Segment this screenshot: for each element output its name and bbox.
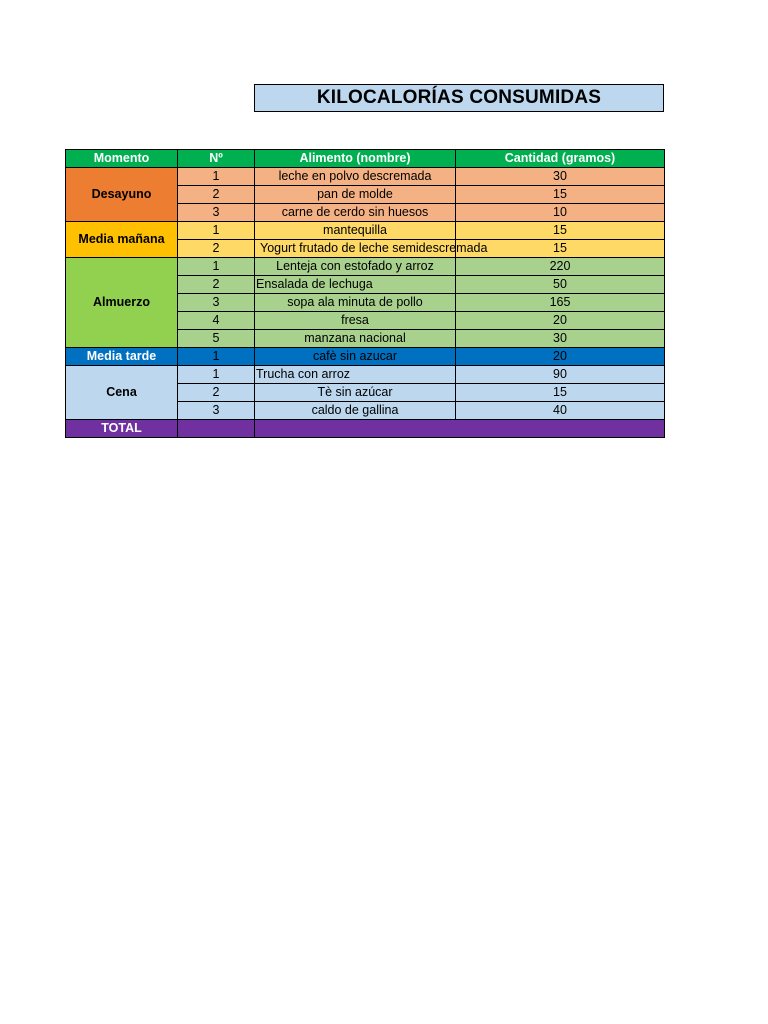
- row-alimento: Ensalada de lechuga: [255, 276, 456, 294]
- row-cantidad: 15: [456, 186, 665, 204]
- row-alimento: caldo de gallina: [255, 402, 456, 420]
- total-value-cell: [255, 420, 665, 438]
- row-cantidad: 90: [456, 366, 665, 384]
- row-num: 4: [178, 312, 255, 330]
- header-num: Nº: [178, 150, 255, 168]
- row-num: 2: [178, 186, 255, 204]
- row-cantidad: 15: [456, 240, 665, 258]
- table-row: [66, 348, 665, 366]
- row-cantidad: 50: [456, 276, 665, 294]
- header-cantidad: Cantidad (gramos): [456, 150, 665, 168]
- momento-media-tarde: Media tarde: [66, 348, 178, 366]
- row-alimento: sopa ala minuta de pollo: [255, 294, 456, 312]
- total-row: [66, 420, 665, 438]
- row-num: 1: [178, 366, 255, 384]
- row-num: 3: [178, 402, 255, 420]
- row-cantidad: 20: [456, 312, 665, 330]
- row-alimento: mantequilla: [255, 222, 456, 240]
- row-num: 2: [178, 384, 255, 402]
- momento-almuerzo: Almuerzo: [66, 258, 178, 348]
- momento-cena: Cena: [66, 366, 178, 420]
- row-num: 2: [178, 276, 255, 294]
- row-alimento: Yogurt frutado de leche semidescremada: [255, 240, 456, 258]
- row-num: 1: [178, 348, 255, 366]
- table-row: [66, 222, 665, 240]
- row-alimento: leche en polvo descremada: [255, 168, 456, 186]
- row-cantidad: 220: [456, 258, 665, 276]
- momento-desayuno: Desayuno: [66, 168, 178, 222]
- momento-media-manana: Media mañana: [66, 222, 178, 258]
- row-alimento: cafè sin azucar: [255, 348, 456, 366]
- row-alimento: Lenteja con estofado y arroz: [255, 258, 456, 276]
- row-num: 2: [178, 240, 255, 258]
- header-alimento: Alimento (nombre): [255, 150, 456, 168]
- header-momento: Momento: [66, 150, 178, 168]
- table-row: [66, 168, 665, 186]
- page-title: KILOCALORÍAS CONSUMIDAS: [254, 84, 664, 112]
- row-alimento: pan de molde: [255, 186, 456, 204]
- total-num-cell: [178, 420, 255, 438]
- row-alimento: Tè sin azúcar: [255, 384, 456, 402]
- row-cantidad: 30: [456, 168, 665, 186]
- row-alimento: carne de cerdo sin huesos: [255, 204, 456, 222]
- row-num: 1: [178, 222, 255, 240]
- table-row: [66, 366, 665, 384]
- total-label: TOTAL: [66, 420, 178, 438]
- row-num: 1: [178, 168, 255, 186]
- row-num: 5: [178, 330, 255, 348]
- row-num: 1: [178, 258, 255, 276]
- row-cantidad: 165: [456, 294, 665, 312]
- row-cantidad: 40: [456, 402, 665, 420]
- row-cantidad: 10: [456, 204, 665, 222]
- row-num: 3: [178, 204, 255, 222]
- row-alimento: fresa: [255, 312, 456, 330]
- kcal-table: [65, 149, 665, 438]
- table-row: [66, 258, 665, 276]
- header-row: [66, 150, 665, 168]
- row-cantidad: 20: [456, 348, 665, 366]
- row-cantidad: 15: [456, 384, 665, 402]
- row-num: 3: [178, 294, 255, 312]
- row-cantidad: 30: [456, 330, 665, 348]
- row-cantidad: 15: [456, 222, 665, 240]
- row-alimento: Trucha con arroz: [255, 366, 456, 384]
- row-alimento: manzana nacional: [255, 330, 456, 348]
